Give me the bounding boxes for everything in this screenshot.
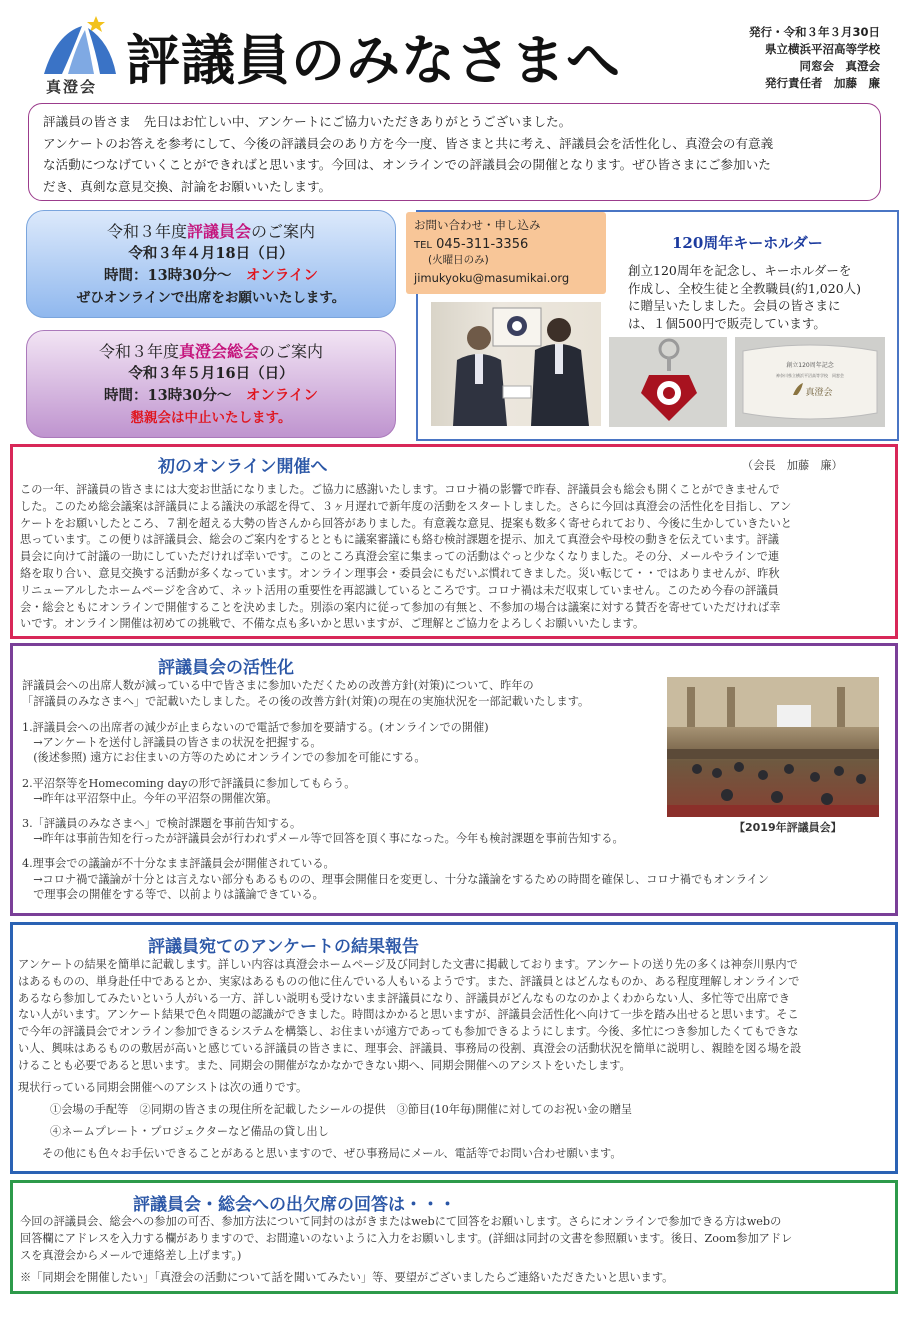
keyholder-title: 120周年キーホルダー xyxy=(672,234,823,252)
package-line: 創立120周年記念 xyxy=(786,362,834,369)
package-line: 神奈川県立横浜平沼高等学校 同窓会 xyxy=(776,373,844,378)
pub-line: 同窓会 真澄会 xyxy=(799,59,880,73)
section-body: アンケートの結果を簡単に記載します。詳しい内容は真澄会ホームページ及び同封した文書に掲載しております。アンケートの送り先の多くは神奈川県内で はあるものの、単身赴任中であるとか、実家はあるものの他に住んでいる人もいるようです。また、評議員とはどんなものか、ある程度理解しオンラインで あるなら参加してみたいという人がいる一方、詳しい説明も受けないまま評議員になり、評議員がどんなものなのかよくわからない人、多忙等で出席でき ない人がいます。アンケート結果で色々問題の認識ができました。時間はかかると思いますが、評議員会活性化へ向けて一歩を踏み出せると思います。そこ で今年の評議員会でオンライン参加できるシステムを構築し、お住まいが遠方であっても参加できるようにします。今後、多忙につき参加したくてもできな い人、興味はあるものの敷居が高いと感じている評議員の皆さまに、理事会、評議員、事務局の役割、真澄会の活動状況を簡単に説明し、親睦を図る場を設 けることも必要であると思います。また、同期会の開催がなかなかできない期へ、同期会開催へのアシストをいたします。 xyxy=(18,958,802,1072)
assist-item: ①会場の手配等 ②同期の皆さまの現住所を記載したシールの提供 ③節目(10年毎)開催に対してのお祝い金の贈呈 xyxy=(50,1103,633,1116)
contact-email[interactable]: jimukyoku@masumikai.org xyxy=(414,271,570,285)
meeting-date: 令和３年４月18日（日） xyxy=(128,245,294,262)
contact-title: お問い合わせ・申し込み xyxy=(414,218,541,232)
keyholder-package-photo xyxy=(735,337,885,427)
meeting-note: ぜひオンラインで出席をお願いいたします。 xyxy=(76,290,346,306)
greeting-line: な活動につなげていくことができればと思います。今回は、オンラインでの評議員会の開催となります。ぜひ皆さまにご参加いた xyxy=(43,157,771,172)
council-meeting-notice xyxy=(26,210,396,318)
assist-item: ④ネームプレート・プロジェクターなど備品の貸し出し xyxy=(50,1125,329,1138)
meeting-date: 令和３年５月16日（日） xyxy=(128,365,294,382)
meeting-time: 時間：13時30分～ オンライン xyxy=(104,387,318,404)
section-heading: 初のオンライン開催へ xyxy=(158,457,328,477)
greeting-line: 評議員の皆さま 先日はお忙しい中、アンケートにご協力いただきありがとうございました。 xyxy=(43,114,572,129)
tel-number[interactable]: 045-311-3356 xyxy=(436,237,529,252)
keyholder-photo xyxy=(609,337,727,427)
section-author: （会長 加藤 廉） xyxy=(742,459,843,472)
list-item: 1.評議員会への出席者の減少が止まらないので電話で参加を要請する。(オンラインでの開催) →アンケートを送付し評議員の皆さまの状況を把握する。 (後述参照) 遠方にお住まいの方等のためにオンラインでの参加を可能にする。 xyxy=(22,721,489,765)
presentation-photo xyxy=(431,302,601,426)
greeting-box xyxy=(28,103,881,201)
section-heading: 評議員会の活性化 xyxy=(158,658,294,678)
assist-intro: 現状行っている同期会開催へのアシストは次の通りです。 xyxy=(18,1081,308,1094)
list-item: 4.理事会での議論が不十分なまま評議員会が開催されている。 →コロナ禍で議論が十分とは言えない部分もあるものの、理事会開催日を変更し、十分な議論をするための時間を確保し、コロナ禍でもオンライン で理事会の開催をする等で、以前よりは議論できている。 xyxy=(22,857,769,901)
section-body: この一年、評議員の皆さまには大変お世話になりました。ご協力に感謝いたします。コロナ禍の影響で昨春、評議員会も総会も開くことができませんで した。このため総会議案は評議員による議決の承認を得て、３ヶ月遅れで新年度の活動をスタートしました。さらに今回は真澄会の活性化を目指し、アン ケートをお願いしたところ、７割を超える大勢の皆さんから回答がありました。有意義な意見、提案も数多く寄せられており、今後に生かしていきたいと 思っています。この便りは評議員会、総会のご案内をするとともに議案審議にも絡む検討課題を提示、加えて真澄会や母校の動きを伝えています。評議 員会に向けて討議の一助にしていただければ幸いです。このところ真澄会室に集まっての活動はぐっと少なくなりました。その分、メールやラインで連 絡を取り合い、意見交換する活動が多くなっています。オンライン理事会・委員会にもだいぶ慣れてきました。災い転じて・・ではありませんが、昨秋 リニューアルしたホームページを含めて、ネット活用の重要性を再認識しているところです。コロナ禍は未だ収束していません。このため今春の評議員 会・総会ともにオンラインで開催することを決めました。別添の案内に従って参加の有無と、不参加の場合は議案に対する賛否を寄せていただければ幸 いです。オンライン開催は初めての挑戦で、不備な点も多いかと思いますが、ご理解とご協力をよろしくお願いいたします。 xyxy=(20,483,792,631)
publication-info xyxy=(730,24,880,92)
tel-note: (火曜日のみ) xyxy=(428,254,489,266)
council-meeting-photo xyxy=(667,677,879,817)
closing-text: その他にも色々お手伝いできることがあると思いますので、ぜひ事務局にメール、電話等でお問い合わせ願います。 xyxy=(42,1147,622,1160)
package-brand: 真澄会 xyxy=(805,388,833,398)
meeting-note: 懇親会は中止いたします。 xyxy=(130,410,292,426)
pub-line: 発行責任者 加藤 廉 xyxy=(765,76,880,90)
contact-box xyxy=(406,212,606,294)
photo-caption: 【2019年評議員会】 xyxy=(734,821,842,834)
page-title: 評議員のみなさまへ xyxy=(126,29,621,92)
logo-text: 真澄会 xyxy=(46,78,98,96)
tel-label: TEL xyxy=(414,240,432,251)
pub-line: 県立横浜平沼高等学校 xyxy=(765,42,880,56)
keyholder-text: 創立120周年を記念し、キーホルダーを 作成し、全校生徒と全教職員(約1,020人) に贈呈いたしました。会員の皆さまに は、１個500円で販売しています。 xyxy=(628,263,862,331)
greeting-line: アンケートのお答えを参考にして、今後の評議員会のあり方を今一度、皆さまと共に考え、評議員会を活性化し、真澄会の有意義 xyxy=(43,135,774,151)
notice-title: 令和３年度評議員会のご案内 xyxy=(106,222,316,241)
meeting-time: 時間：13時30分～ オンライン xyxy=(104,267,318,284)
section-heading: 評議員宛てのアンケートの結果報告 xyxy=(148,937,419,957)
section-intro: 評議員会への出席人数が減っている中で皆さまに参加いただくための改善方針(対策)について、昨年の 「評議員のみなさまへ」で記載いたしました。その後の改善方針(対策)の現在の実施状況を一部記載いたします。 xyxy=(22,679,590,708)
pub-line: 発行・令和３年３月30日 xyxy=(748,25,880,39)
notice-title: 令和３年度真澄会総会のご案内 xyxy=(98,342,324,361)
section-heading: 評議員会・総会への出欠席の回答は・・・ xyxy=(133,1195,456,1215)
section-body: 今回の評議員会、総会への参加の可否、参加方法について同封のはがきまたはwebにて回答をお願いします。さらにオンラインで参加できる方はwebの 回答欄にアドレスを入力する欄がありますので、お間違いのないように入力をお願いします。(詳細は同封の文書を参照願います。後日、Zoom参加アドレ スを真澄会からメールで連絡差し上げます。) xyxy=(20,1215,793,1262)
general-meeting-notice xyxy=(26,330,396,438)
list-item: 2.平沼祭等をHomecoming dayの形で評議員に参加してもらう。 →昨年は平沼祭中止。今年の平沼祭の開催次第。 xyxy=(22,776,356,805)
list-item: 3.「評議員のみなさまへ」で検討課題を事前告知する。 →昨年は事前告知を行ったが評議員会が行われずメール等で回答を頂く事になった。今年も検討課題を事前告知する。 xyxy=(22,817,624,846)
request-note: ※「同期会を開催したい」「真澄会の活動について話を聞いてみたい」等、要望がございましたらご連絡いただきたいと思います。 xyxy=(20,1271,674,1284)
greeting-line: だき、真剣な意見交換、討論をお願いいたします。 xyxy=(43,178,332,194)
